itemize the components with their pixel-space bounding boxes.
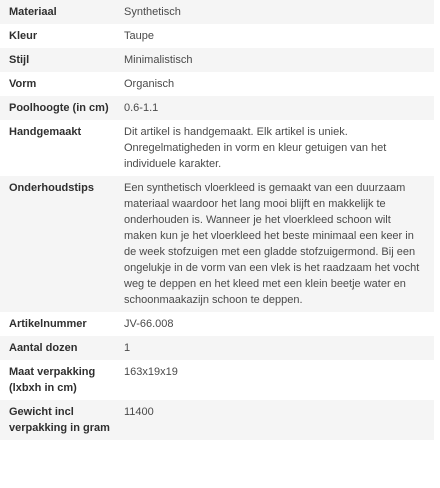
spec-label: Materiaal [0,0,119,24]
spec-row-materiaal [0,0,434,24]
spec-value: Dit artikel is handgemaakt. Elk artikel is uniek. Onregelmatigheden in vorm en kleur getuigen van het individuele karakter. [119,120,434,176]
spec-label: Poolhoogte (in cm) [0,96,119,120]
spec-value: Een synthetisch vloerkleed is gemaakt van een duurzaam materiaal waardoor het lang mooi blijft en makkelijk te onderhouden is. Wanneer je het vloerkleed schoon wilt maken kun je het vloerkleed het beste minimaal een keer in de week stofzuigen met een gladde stofzuigermond. Bij een ongelukje in de vorm van een vlek is het raadzaam het vocht weg te deppen en het kleed met een klein beetje water en schoonmaakazijn schoon te deppen. [119,176,434,312]
spec-row-poolhoogte [0,96,434,120]
spec-label: Kleur [0,24,119,48]
spec-value: Minimalistisch [119,48,434,72]
spec-row-handgemaakt [0,120,434,176]
spec-value: 0.6-1.1 [119,96,434,120]
spec-row-onderhoudstips [0,176,434,312]
spec-value: 1 [119,336,434,360]
spec-label: Onderhoudstips [0,176,119,312]
spec-label: Handgemaakt [0,120,119,176]
spec-label: Stijl [0,48,119,72]
spec-row-artikelnummer [0,312,434,336]
spec-label: Gewicht incl verpakking in gram [0,400,119,440]
spec-label: Aantal dozen [0,336,119,360]
spec-label: Vorm [0,72,119,96]
spec-row-aantal-dozen [0,336,434,360]
spec-row-kleur [0,24,434,48]
spec-row-stijl [0,48,434,72]
spec-row-maat-verpakking [0,360,434,400]
spec-value: Synthetisch [119,0,434,24]
spec-value: JV-66.008 [119,312,434,336]
spec-label: Artikelnummer [0,312,119,336]
spec-value: Organisch [119,72,434,96]
spec-row-vorm [0,72,434,96]
spec-row-gewicht [0,400,434,440]
spec-value: 11400 [119,400,434,440]
spec-label: Maat verpakking (lxbxh in cm) [0,360,119,400]
spec-value: Taupe [119,24,434,48]
spec-value: 163x19x19 [119,360,434,400]
